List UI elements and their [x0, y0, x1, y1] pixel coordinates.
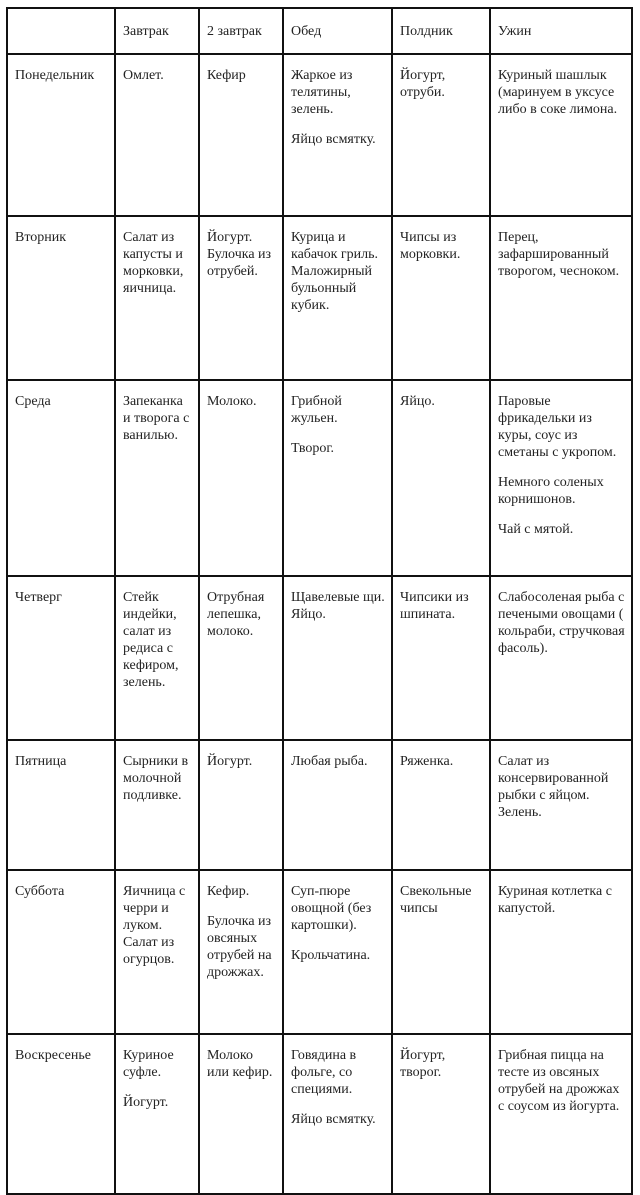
- meal-text: Молоко.: [207, 394, 257, 409]
- meal-text: Куриный шашлык (маринуем в уксусе либо в соке лимона.: [498, 68, 618, 117]
- meal-text: Яйцо.: [400, 394, 435, 409]
- table-row-sunday: [7, 1034, 632, 1194]
- header-corner-cell: [7, 8, 115, 54]
- meal-text: Стейк индейки, салат из редиса с кефиром, зелень.: [123, 590, 179, 690]
- meal-text: Йогурт, творог.: [400, 1048, 446, 1080]
- meal-text: Творог.: [291, 441, 335, 456]
- second-breakfast-cell: [199, 740, 283, 870]
- table-row-thursday: [7, 576, 632, 740]
- header-second-breakfast: 2 завтрак: [199, 8, 283, 54]
- day-cell: Среда: [7, 380, 115, 576]
- meal-text: Паровые фрикадельки из куры, соус из сметаны с укропом.: [498, 394, 617, 460]
- meal-text: Перец, зафаршированный творогом, чесноком.: [498, 230, 620, 279]
- second-breakfast-cell: [199, 380, 283, 576]
- dinner-cell: [490, 576, 632, 740]
- afternoon-snack-cell: [392, 870, 490, 1034]
- meal-text: Яйцо всмятку.: [291, 132, 376, 147]
- meal-text: Йогурт, отруби.: [400, 68, 446, 100]
- meal-text: Куриное суфле.: [123, 1048, 174, 1080]
- second-breakfast-cell: [199, 870, 283, 1034]
- meal-text: Слабосоленая рыба с печеными овощами ( кольраби, стручковая фасоль).: [498, 590, 625, 656]
- afternoon-snack-cell: [392, 576, 490, 740]
- header-afternoon-snack: Полдник: [392, 8, 490, 54]
- menu-table-wrapper: [6, 7, 633, 1195]
- afternoon-snack-cell: [392, 1034, 490, 1194]
- day-cell: Понедельник: [7, 54, 115, 216]
- meal-text: Отрубная лепешка, молоко.: [207, 590, 265, 639]
- meal-text: Курица и кабачок гриль. Маложирный бульонный кубик.: [291, 230, 379, 313]
- meal-text: Говядина в фольге, со специями.: [291, 1048, 357, 1097]
- meal-text: Йогурт.: [207, 754, 253, 769]
- breakfast-cell: [115, 576, 199, 740]
- meal-text: Немного соленых корнишонов.: [498, 475, 604, 507]
- meal-text: Свекольные чипсы: [400, 884, 472, 916]
- lunch-cell: [283, 380, 392, 576]
- dinner-cell: [490, 870, 632, 1034]
- afternoon-snack-cell: [392, 380, 490, 576]
- lunch-cell: [283, 1034, 392, 1194]
- second-breakfast-cell: [199, 576, 283, 740]
- table-row-friday: [7, 740, 632, 870]
- second-breakfast-cell: [199, 216, 283, 380]
- afternoon-snack-cell: [392, 54, 490, 216]
- meal-text: Крольчатина.: [291, 948, 371, 963]
- table-row-saturday: [7, 870, 632, 1034]
- meal-text: Чипсики из шпината.: [400, 590, 469, 622]
- breakfast-cell: [115, 1034, 199, 1194]
- meal-text: Ряженка.: [400, 754, 454, 769]
- meal-text: Грибная пицца на тесте из овсяных отрубей на дрожжах с соусом из йогурта.: [498, 1048, 620, 1114]
- dinner-cell: [490, 54, 632, 216]
- breakfast-cell: [115, 380, 199, 576]
- meal-text: Омлет.: [123, 68, 164, 83]
- second-breakfast-cell: [199, 1034, 283, 1194]
- meal-text: Чай с мятой.: [498, 522, 574, 537]
- meal-text: Салат из капусты и морковки, яичница.: [123, 230, 184, 296]
- meal-text: Жаркое из телятины, зелень.: [291, 68, 353, 117]
- meal-text: Йогурт.: [123, 1095, 169, 1110]
- table-row-wednesday: [7, 380, 632, 576]
- lunch-cell: [283, 54, 392, 216]
- meal-text: Суп-пюре овощной (без картошки).: [291, 884, 372, 933]
- meal-text: Щавелевые щи. Яйцо.: [291, 590, 385, 622]
- lunch-cell: [283, 216, 392, 380]
- header-lunch: Обед: [283, 8, 392, 54]
- header-dinner: Ужин: [490, 8, 632, 54]
- weekly-menu-table: [6, 7, 633, 1195]
- meal-text: Молоко или кефир.: [207, 1048, 273, 1080]
- breakfast-cell: [115, 54, 199, 216]
- day-cell: Суббота: [7, 870, 115, 1034]
- breakfast-cell: [115, 870, 199, 1034]
- dinner-cell: [490, 216, 632, 380]
- afternoon-snack-cell: [392, 740, 490, 870]
- breakfast-cell: [115, 216, 199, 380]
- meal-text: Салат из консервированной рыбки с яйцом. Зелень.: [498, 754, 609, 820]
- day-cell: Пятница: [7, 740, 115, 870]
- day-cell: Вторник: [7, 216, 115, 380]
- day-cell: Четверг: [7, 576, 115, 740]
- meal-text: Кефир: [207, 68, 246, 83]
- meal-text: Сырники в молочной подливке.: [123, 754, 189, 803]
- dinner-cell: [490, 740, 632, 870]
- day-cell: Воскресенье: [7, 1034, 115, 1194]
- second-breakfast-cell: [199, 54, 283, 216]
- dinner-cell: [490, 1034, 632, 1194]
- lunch-cell: [283, 576, 392, 740]
- breakfast-cell: [115, 740, 199, 870]
- meal-text: Йогурт. Булочка из отрубей.: [207, 230, 272, 279]
- table-row-tuesday: [7, 216, 632, 380]
- dinner-cell: [490, 380, 632, 576]
- meal-text: Грибной жульен.: [291, 394, 342, 426]
- afternoon-snack-cell: [392, 216, 490, 380]
- header-breakfast: Завтрак: [115, 8, 199, 54]
- meal-text: Запеканка и творога с ванилью.: [123, 394, 190, 443]
- lunch-cell: [283, 740, 392, 870]
- meal-text: Яйцо всмятку.: [291, 1112, 376, 1127]
- table-row-monday: [7, 54, 632, 216]
- lunch-cell: [283, 870, 392, 1034]
- header-row: [7, 8, 632, 54]
- meal-text: Кефир.: [207, 884, 250, 899]
- meal-text: Яичница с черри и луком. Салат из огурцов.: [123, 884, 186, 967]
- meal-text: Булочка из овсяных отрубей на дрожжах.: [207, 914, 272, 980]
- meal-text: Любая рыба.: [291, 754, 368, 769]
- meal-text: Куриная котлетка с капустой.: [498, 884, 612, 916]
- meal-text: Чипсы из морковки.: [400, 230, 461, 262]
